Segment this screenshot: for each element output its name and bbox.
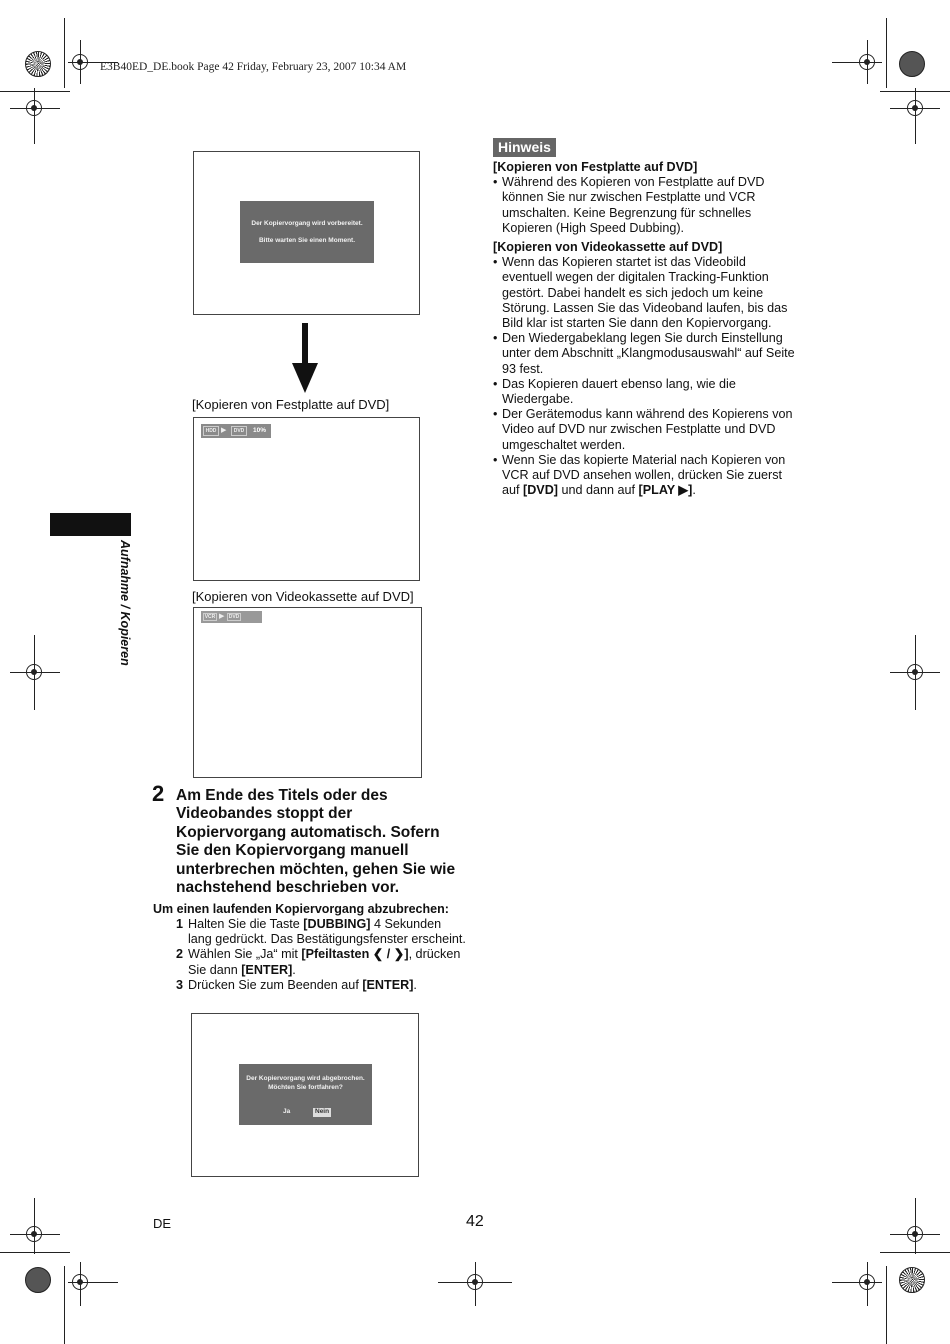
list-item: 3 Drücken Sie zum Beenden auf [ENTER]. <box>176 977 417 992</box>
caption-vcr-to-dvd: [Kopieren von Videokassette auf DVD] <box>192 589 414 604</box>
note-label: Hinweis <box>493 138 556 157</box>
down-arrow-icon <box>292 323 318 393</box>
abort-heading: Um einen laufenden Kopiervorgang abzubrechen: <box>153 902 449 916</box>
note-bullet: • Wenn Sie das kopierte Material nach Kopieren von VCR auf DVD ansehen wollen, drücken Sie zuerst auf [DVD] und dann auf [PLAY ▶]. <box>493 453 798 499</box>
vcr-chip: VCR <box>204 614 216 620</box>
screen-vcr-to-dvd <box>193 607 422 778</box>
screen-preparing <box>193 151 420 315</box>
dialog-line: Möchten Sie fortfahren? <box>268 1083 343 1091</box>
list-item: 1 Halten Sie die Taste [DUBBING] 4 Sekunden lang gedrückt. Das Bestätigungsfenster erscheint. <box>176 917 466 947</box>
note-content <box>493 159 798 498</box>
registration-disc-icon <box>899 51 925 77</box>
dialog-line: Bitte warten Sie einen Moment. <box>258 236 356 244</box>
step-number: 2 <box>152 781 165 806</box>
no-option[interactable]: Nein <box>315 1108 330 1115</box>
abort-steps <box>176 917 466 993</box>
dialog-line: Der Kopiervorgang wird vorbereitet. <box>251 220 363 227</box>
book-header: E3B40ED_DE.book Page 42 Friday, February 23, 2007 10:34 AM <box>100 61 407 73</box>
chapter-tab <box>50 513 131 536</box>
footer-language: DE <box>153 1216 172 1231</box>
yes-option[interactable]: Ja <box>283 1108 291 1115</box>
confirm-dialog <box>239 1064 372 1125</box>
note-bullet: • Während des Kopieren von Festplatte auf DVD können Sie nur zwischen Festplatte und VCR umschalten. Keine Begrenzung für schnelles Kopieren (High Speed Dubbing). <box>493 175 798 236</box>
dvd-chip: DVD <box>228 614 240 620</box>
screen-abort-confirm <box>191 1013 419 1177</box>
note-bullet: • Der Gerätemodus kann während des Kopierens von Video auf DVD nur zwischen Festplatte und DVD umgeschaltet werden. <box>493 407 798 453</box>
caption-hdd-to-dvd: [Kopieren von Festplatte auf DVD] <box>192 397 390 412</box>
registration-disc-icon <box>25 1267 51 1293</box>
page-number: 42 <box>466 1213 484 1230</box>
registration-disc-icon <box>25 51 51 77</box>
note-bullet: • Wenn das Kopieren startet ist das Videobild eventuell wegen der digitalen Tracking-Funktion gestört. Dabei handelt es sich jedoch um keine Störung. Lassen Sie das Videoband laufen, bis das Bild klar ist starten Sie dann den Kopiervorgang. <box>493 255 798 331</box>
hdd-chip: HDD <box>203 426 219 436</box>
note-section-title: [Kopieren von Videokassette auf DVD] <box>493 240 723 255</box>
preparing-dialog <box>240 201 374 263</box>
registration-disc-icon <box>899 1267 925 1293</box>
list-item: 2 Wählen Sie „Ja“ mit [Pfeiltasten ❮ / ❯], drücken Sie dann [ENTER]. <box>176 947 461 977</box>
dialog-line: Der Kopiervorgang wird abgebrochen. <box>246 1075 365 1082</box>
play-icon: ▶ <box>221 427 227 434</box>
note-bullet: • Das Kopieren dauert ebenso lang, wie die Wiedergabe. <box>493 377 798 407</box>
dvd-chip: DVD <box>231 426 247 436</box>
play-icon: ▶ <box>219 613 225 620</box>
step-text: Am Ende des Titels oder des Videobandes stoppt der Kopiervorgang automatisch. Sofern Sie den Kopiervorgang manuell unterbrechen möchten, gehen Sie wie nachstehend beschrieben vor. <box>176 787 456 897</box>
note-section-title: [Kopieren von Festplatte auf DVD] <box>493 160 698 174</box>
note-bullet: • Den Wiedergabeklang legen Sie durch Einstellung unter dem Abschnitt „Klangmodusauswahl“ auf Seite 93 fest. <box>493 331 798 377</box>
chapter-label: Aufnahme / Kopieren <box>118 540 132 666</box>
screen-hdd-to-dvd <box>193 417 420 581</box>
progress-value: 10% <box>253 427 267 434</box>
